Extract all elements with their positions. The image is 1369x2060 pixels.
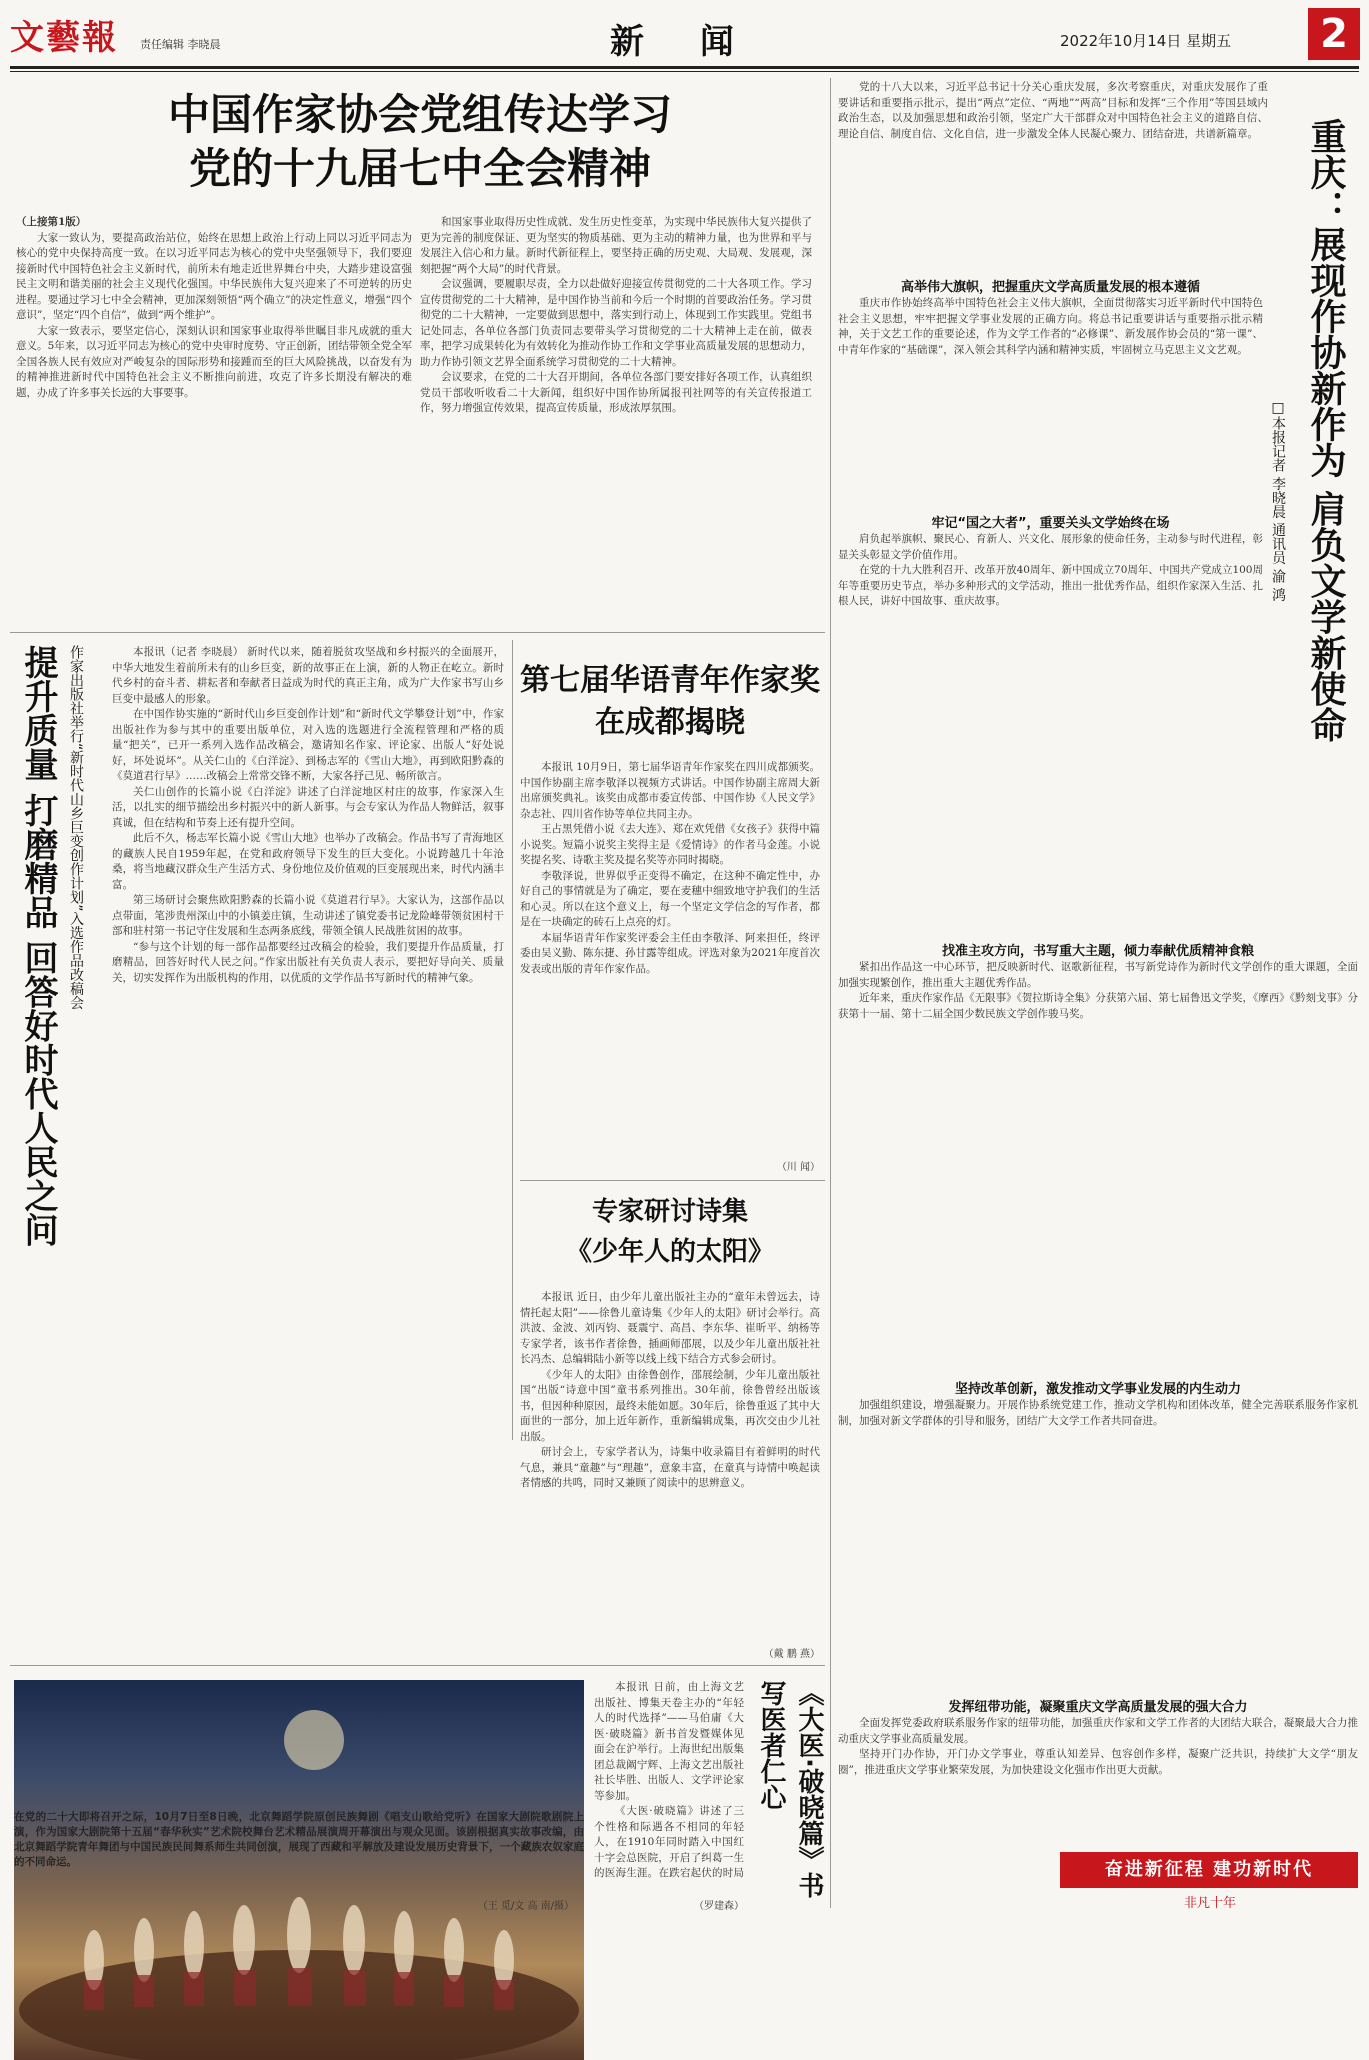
article6-section2-body xyxy=(838,532,1263,932)
article1-col1 xyxy=(16,215,412,620)
article1-title-line1: 中国作家协会党组传达学习 xyxy=(167,90,672,139)
divider xyxy=(10,632,825,633)
article2-para: 此后不久，杨志军长篇小说《雪山大地》也举办了改稿会。作品书写了青海地区的藏族人民自1959年起，在党和政府领导下发生的巨大变化。小说跨越几十年沧桑，将当地藏汉群众生产生活方式、身份地位及价值观的巨变展现出来，时代内涵丰富。 xyxy=(112,832,504,891)
masthead-rule xyxy=(10,66,1359,69)
article6-para: 加强组织建设，增强凝聚力。开展作协系统党建工作，推动文学机构和团体改革，健全完善联系服务作家机制，加强对新文学群体的引导和服务，团结广大文学工作者共同奋进。 xyxy=(838,1399,1358,1427)
article4-para: 《少年人的太阳》由徐鲁创作，邵展绘制，少年儿童出版社国“出版“诗意中国”童书系列推出。30年前，徐鲁曾经出版该书，但因种种原因，最终未能如愿。30年后，徐鲁重返了其中大面世的一部分，加上近年新作，重新编辑成集，再次交由少儿社出版。 xyxy=(520,1368,820,1443)
campaign-badge-sub: 非凡十年 xyxy=(1183,1896,1236,1911)
article6-para: 肩负起举旗帜、聚民心、育新人、兴文化、展形象的使命任务，主动参与时代进程，彰显关头彰显文学价值作用。 xyxy=(838,533,1263,561)
article6-para: 紧扣出作品这一中心环节，把反映新时代、讴歌新征程，书写新党诗作为新时代文学创作的重大课题，全面加强实现繁创作，推出重大主题优秀作品。 xyxy=(838,961,1358,989)
article6-section1-body xyxy=(838,296,1263,506)
article3-title-line2: 在成都揭晓 xyxy=(595,705,745,740)
article4-body xyxy=(520,1290,820,1645)
article5-para: 《大医·破晓篇》讲述了三个性格和际遇各不相同的年轻人，在1910年同时踏入中国红十字会总医院，开启了纠葛一生的医海生涯。在跌宕起伏的时局 xyxy=(594,1805,744,1879)
article6-section4-body xyxy=(838,1398,1358,1688)
article4-credit: （戴 鹏 燕） xyxy=(763,1649,820,1660)
article3-para: 本届华语青年作家奖评委会主任由李敬泽、阿来担任，终评委由吴义勤、陈东捷、孙甘露等组成。评选对象为2021年度首次发表或出版的青年作家作品。 xyxy=(520,931,820,975)
article6-section5-heading: 发挥纽带功能，凝聚重庆文学高质量发展的强大合力 xyxy=(948,1700,1248,1715)
issue-date: 2022年10月14日 星期五 xyxy=(1060,32,1232,50)
article5-para: 本报讯 日前，由上海文艺出版社、博集天卷主办的“年轻人的时代选择”——马伯庸《大医·破晓篇》新书首发暨媒体见面会在沪举行。上海世纪出版集团总裁阚宁辉、上海文艺出版社社长毕胜、出版人、文学评论家等参加。 xyxy=(594,1681,744,1802)
section-title: 新 闻 xyxy=(610,22,756,62)
article6-section3-body xyxy=(838,960,1358,1370)
article3-para: 王占黑凭借小说《去大连》、郑在欢凭借《女孩子》获得中篇小说奖。短篇小说奖主奖得主是《爱情诗》的作者马金莲。小说奖提名奖、诗歌主奖及提名奖等亦同时揭晓。 xyxy=(520,823,820,866)
article5-credit: （罗建森） xyxy=(694,1901,744,1912)
divider xyxy=(520,1180,825,1181)
article1-col2 xyxy=(420,215,812,620)
article6-para: 重庆市作协始终高举中国特色社会主义伟大旗帜，全面贯彻落实习近平新时代中国特色社会主义思想，牢牢把握文学事业发展的正确方向。将总书记重要讲话与重要指示批示精神，关于文艺工作的重要论述，作为文学工作者的“必修课”、新发展作协会员的“第一课”、中青年作家的“基础课”，深入领会其科学内涵和精神实质，牢固树立马克思主义文艺观。 xyxy=(838,297,1263,356)
article1-para: 会议强调，要履职尽责，全力以赴做好迎接宣传贯彻党的二十大各项工作。学习宣传贯彻党的二十大精神，是中国作协当前和今后一个时期的首要政治任务。学习贯彻党的二十大精神，一定要做到思想中，落实到行动上，体现到工作实践里。党组书记处同志，各单位各部门负责同志要带头学习贯彻党的二十大精神上走在前，做表率，把学习成果转化为有效转化为推动作协工作和文学事业高质量发展的思想动力，助力作协引领文艺界全面系统学习贯彻党的二十大精神。 xyxy=(420,278,812,368)
article5-body xyxy=(594,1680,744,1880)
article2-para: 在中国作协实施的“新时代山乡巨变创作计划”和“新时代文学攀登计划”中，作家出版社作为参与其中的重要出版单位，对入选的选题进行全流程管理和严格的质量“把关”，已开一系列入选作品改稿会，邀请知名作家、评论家、出版人“好处说好，坏处说坏”。从关仁山的《白洋淀》、到杨志军的《雪山大地》，再到欧阳黔森的《莫道君行早》……改稿会上常常交锋不断，大家各抒己见、畅所欲言。 xyxy=(112,708,504,782)
article6-para: 近年来，重庆作家作品《无限事》《贺拉斯诗全集》分获第六届、第七届鲁迅文学奖，《摩西》《黔刻戈事》分获第十一届、第十二届全国少数民族文学创作骏马奖。 xyxy=(838,992,1358,1020)
article4-para: 本报讯 近日，由少年儿童出版社主办的“童年未曾远去，诗情托起太阳”——徐鲁儿童诗集《少年人的太阳》研讨会举行。高洪波、金波、刘丙钧、聂震宁、高昌、李东华、崔昕平、纳杨等专家学者，该书作者徐鲁，插画师邵展，以及少年儿童出版社社长冯杰、总编辑陆小新等以线上线下结合方式参会研讨。 xyxy=(520,1291,820,1365)
article2-para: “参与这个计划的每一部作品都要经过改稿会的检验，我们要提升作品质量，打磨精品，回答好时代人民之问。”作家出版社有关负责人表示，要把好导向关、质量关，切实发挥作为出版机构的作用，以优质的文学作品书写新时代的精神气象。 xyxy=(112,940,504,984)
article1-headline xyxy=(40,88,800,196)
article2-vertical-subtitle: 作家出版社举行“新时代山乡巨变创作计划”入选作品改稿会 xyxy=(68,645,84,1010)
article1-para: 大家一致表示，要坚定信心，深刻认识和国家事业取得举世瞩目非凡成就的重大意义。5年来，以习近平同志为核心的党中央审时度势、守正创新，团结带领全党全军全国各族人民有效应对严峻复杂的国际形势和接踵而至的巨大风险挑战，以奋发有为的精神推进新时代中国特色社会主义不断推向前进，攻克了许多长期没有解决的难题，办成了许多事关长远的大事要事。 xyxy=(16,324,412,399)
article1-para: 会议要求，在党的二十大召开期间，各单位各部门要安排好各项工作，认真组织党员干部收听收看二十大新闻，组织好中国作协所属报刊社网等的有关宣传报道工作，努力增强宣传效果，提高宣传质量，形成浓厚氛围。 xyxy=(420,371,812,414)
masthead-rule-thin xyxy=(10,71,1359,72)
article3-para: 本报讯 10月9日，第七届华语青年作家奖在四川成都颁奖。中国作协副主席李敬泽以视频方式讲话。中国作协副主席周大新出席颁奖典礼。该奖由成都市委宣传部、中国作协《人民文学》杂志社、四川省作协等单位共同主办。 xyxy=(520,761,820,820)
article6-para: 全面发挥党委政府联系服务作家的纽带功能，加强重庆作家和文学工作者的大团结大联合，凝聚最大合力推动重庆文学事业高质量发展。 xyxy=(838,1717,1358,1745)
divider xyxy=(830,78,831,1908)
photo-credit: （王 觅/文 高 南/摄） xyxy=(477,1901,574,1912)
article1-title-line2: 党的十九届七中全会精神 xyxy=(188,144,651,193)
divider xyxy=(512,640,513,1440)
article2-body xyxy=(112,645,504,1525)
article4-title-line2: 《少年人的太阳》 xyxy=(565,1237,774,1267)
article6-byline: □本报记者 李晓晨 通讯员 渝 鸿 xyxy=(1270,400,1286,602)
campaign-badge: 奋进新征程 建功新时代 xyxy=(1060,1852,1358,1888)
article3-para: 李敬泽说，世界似乎正变得不确定，在这种不确定性中，办好自己的事情就是为了确定，要在麦穗中细致地守护我们的生活和心灵。所以在这个意义上，每一个坚定文学信念的写作者，都是在一块确定的砖石上点亮的灯。 xyxy=(520,869,820,928)
article6-vertical-title: 重庆：展现作协新作为 肩负文学新使命 xyxy=(1305,118,1346,743)
newspaper-logo: 文藝報 xyxy=(10,18,118,58)
article6-section3-heading: 找准主攻方向，书写重大主题，倾力奉献优质精神食粮 xyxy=(941,944,1254,959)
article6-section1-heading: 高举伟大旗帜，把握重庆文学高质量发展的根本遵循 xyxy=(900,280,1200,295)
article4-headline xyxy=(520,1192,820,1272)
article1-para: 大家一致认为，要提高政治站位，始终在思想上政治上行动上同以习近平同志为核心的党中央保持高度一致。在以习近平同志为核心的党中央坚强领导下，我们要迎接新时代中国特色社会主义新时代，前所未有地走近世界舞台中央，大踏步建设富强民主文明和谐美丽的社会主义现代化强国。中华民族伟大复兴迎来了不可逆转的历史进程。要通过学习七中全会精神，更加深刻领悟“两个确立”的决定性意义，增强“四个意识”，坚定“四个自信”，做到“两个维护”。 xyxy=(16,231,412,321)
article4-title-line1: 专家研讨诗集 xyxy=(591,1197,748,1227)
article2-vertical-title: 提升质量 打磨精品 回答好时代人民之问 xyxy=(18,645,58,1247)
divider xyxy=(10,1665,825,1666)
article2-para: 本报讯（记者 李晓晨） 新时代以来，随着脱贫攻坚战和乡村振兴的全面展开，中华大地发生着前所未有的山乡巨变，新的故事正在上演，新的人物正在屹立。新时代乡村的奋斗者、耕耘者和奉献者日益成为时代的真正主角，成为广大作家书写山乡巨变中最感人的形象。 xyxy=(112,646,504,705)
photo-caption: 在党的二十大即将召开之际，10月7日至8日晚，北京舞蹈学院原创民族舞剧《唱支山歌给党听》在国家大剧院歌剧院上演，作为国家大剧院第十五届“春华秋实”艺术院校舞台艺术精品展演周开幕演出与观众见面。该剧根据真实故事改编，由北京舞蹈学院青年舞团与中国民族民间舞系师生共同创演，展现了西藏和平解放及建设发展历史背景下，一个藏族农奴家庭的不同命运。 xyxy=(14,1811,584,1868)
article6-para: 党的十八大以来，习近平总书记十分关心重庆发展，多次考察重庆，对重庆发展作了重要讲话和重要指示批示，提出“两点”定位、“两地”“两高”目标和发挥“三个作用”等国县域内政治生态，以及加强思想和政治引领，坚定广大干部群众对中国特色社会主义的道路自信、理论自信、制度自信、文化自信，进一步激发全体人民凝心聚力、团结奋进，共谱新篇章。 xyxy=(838,81,1268,140)
responsible-editor: 责任编辑 李晓晨 xyxy=(140,38,221,51)
article6-section4-heading: 坚持改革创新，激发推动文学事业发展的内生动力 xyxy=(954,1382,1241,1397)
article2-para: 关仁山创作的长篇小说《白洋淀》讲述了白洋淀地区村庄的故事，作家深入生活，以扎实的细节描绘出乡村振兴中的新人新事。与会专家认为作品人物鲜活，叙事真诚，但在结构和节奏上还有提升空间。 xyxy=(112,785,504,829)
article5-vertical-title: 《大医·破晓篇》书写医者仁心 xyxy=(756,1680,824,1898)
article3-title-line1: 第七届华语青年作家奖 xyxy=(520,663,820,698)
article3-headline xyxy=(520,660,820,744)
page-number-badge: 2 xyxy=(1308,8,1360,60)
article3-credit: （川 闻） xyxy=(776,1162,820,1173)
article6-para: 坚持开门办作协，开门办文学事业，尊重认知差异、包容创作多样，凝聚广泛共识，持续扩大文学“朋友圈”，推进重庆文学事业繁荣发展，为加快建设文化强市作出更大贡献。 xyxy=(838,1748,1358,1776)
article3-body xyxy=(520,760,820,1155)
article4-para: 研讨会上，专家学者认为，诗集中收录篇目有着鲜明的时代气息，兼具“童趣”与“理趣”，意象丰富，在童真与诗情中唤起读者情感的共鸣，同时又兼顾了阅读中的思辨意义。 xyxy=(520,1446,820,1489)
article6-para: 在党的十九大胜利召开、改革开放40周年、新中国成立70周年、中国共产党成立100周年等重要历史节点，举办多种形式的文学活动，推出一批优秀作品，组织作家深入生活、扎根人民，讲好中国故事、重庆故事。 xyxy=(838,564,1263,607)
article6-section2-heading: 牢记“国之大者”，重要关头文学始终在场 xyxy=(931,516,1170,531)
article6-intro xyxy=(838,80,1268,270)
article1-para: 和国家事业取得历史性成就、发生历史性变革，为实现中华民族伟大复兴提供了更为完善的制度保证、更为坚实的物质基础、更为主动的精神力量，也为世界和平与发展注入信心和力量。新时代新征程上，要坚持正确的历史观、大局观、发展观，深刻把握“两个大局”的时代背景。 xyxy=(420,216,812,275)
article6-section5-body xyxy=(838,1716,1358,1846)
article1-continued: （上接第1版） xyxy=(16,216,87,228)
article2-para: 第三场研讨会聚焦欧阳黔森的长篇小说《莫道君行早》。大家认为，这部作品以点带面，笔涉贵州深山中的小镇姜庄镇，生动讲述了镇党委书记龙险峰带领贫困村干部和驻村第一书记守住发展和生态两条底线，带领全镇人民战胜贫困的故事。 xyxy=(112,894,504,937)
